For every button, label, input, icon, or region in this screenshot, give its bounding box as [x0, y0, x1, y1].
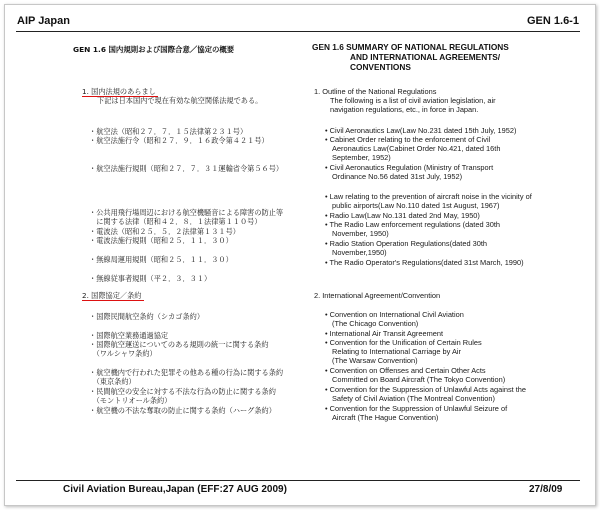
- list-item: • Convention on International Civil Aviation: [325, 310, 464, 319]
- list-item: • Convention for the Suppression of Unlawful Acts against the: [325, 385, 527, 394]
- jp-section1-heading: 1. 国内法規のあらまし: [82, 87, 156, 96]
- list-item: ・国際民間航空条約（シカゴ条約）: [89, 312, 205, 321]
- jp-title: GEN 1.6 国内規則および国際合意／協定の概要: [73, 45, 235, 54]
- list-item: November, 1950): [332, 229, 389, 238]
- list-item: に関する法律（昭和４２．８．１法律第１１０号）: [89, 217, 262, 226]
- list-item: ・航空機の不法な奪取の防止に関する条約（ハーグ条約）: [89, 406, 276, 415]
- list-item: November,1950): [332, 248, 387, 257]
- list-item: （東京条約）: [89, 377, 136, 386]
- list-item: • Convention for the Unification of Certain Rules: [325, 338, 482, 347]
- footer-right: 27/8/09: [529, 484, 563, 495]
- list-item: Committed on Board Aircraft (The Tokyo Convention): [332, 375, 506, 384]
- en-section1-intro: navigation regulations, etc., in force in Japan.: [330, 105, 479, 114]
- list-item: ・電波法（昭和２５．５．２法律第１３１号）: [89, 227, 240, 236]
- list-item: ・国際航空業務通過協定: [89, 331, 169, 340]
- header-right: GEN 1.6-1: [527, 15, 579, 27]
- list-item: • Cabinet Order relating to the enforcement of Civil: [325, 135, 491, 144]
- list-item: • Civil Aeronautics Law(Law No.231 dated 15th July, 1952): [325, 126, 517, 135]
- list-item: ・公共用飛行場周辺における航空機騒音による障害の防止等: [89, 208, 284, 217]
- list-item: • The Radio Law enforcement regulations (dated 30th: [325, 220, 501, 229]
- list-item: Safety of Civil Aviation (The Montreal Convention): [332, 394, 495, 403]
- list-item: Ordinance No.56 dated 31st July, 1952): [332, 172, 463, 181]
- list-item: • Radio Law(Law No.131 dated 2nd May, 1950): [325, 211, 480, 220]
- list-item: （モントリオール条約）: [89, 396, 172, 405]
- list-item: ・民間航空の安全に対する不法な行為の防止に関する条約: [89, 387, 276, 396]
- list-item: ・電波法施行規則（昭和２５．１１．３０）: [89, 236, 233, 245]
- header-rule: [16, 31, 580, 32]
- footer-rule: [16, 480, 580, 481]
- list-item: • The Radio Operator's Regulations(dated 31st March, 1990): [325, 258, 524, 267]
- list-item: ・航空法施行規則（昭和２７．７．３１運輸省令第５６号）: [89, 164, 284, 173]
- list-item: Relating to International Carriage by Air: [332, 347, 461, 356]
- list-item: • Convention on Offenses and Certain Other Acts: [325, 366, 486, 375]
- list-item: ・無線従事者規則（平２．３．３１）: [89, 274, 212, 283]
- list-item: ・航空法施行令（昭和２７．９．１６政令第４２１号）: [89, 136, 269, 145]
- list-item: ・航空機内で行われた犯罪その他ある種の行為に関する条約: [89, 368, 284, 377]
- en-title-line: GEN 1.6 SUMMARY OF NATIONAL REGULATIONS: [312, 42, 509, 52]
- en-title-line: AND INTERNATIONAL AGREEMENTS/: [350, 52, 501, 62]
- en-title-line: CONVENTIONS: [350, 62, 411, 72]
- footer-left: Civil Aviation Bureau,Japan (EFF:27 AUG 2009): [63, 484, 287, 495]
- header-left: AIP Japan: [17, 15, 70, 27]
- list-item: • Convention for the Suppression of Unlawful Seizure of: [325, 404, 508, 413]
- en-section1-intro: The following is a list of civil aviation legislation, air: [330, 96, 496, 105]
- list-item: • Law relating to the prevention of aircraft noise in the vicinity of: [325, 192, 532, 201]
- list-item: （ワルシャワ条約）: [89, 349, 157, 358]
- red-underline: [82, 300, 144, 301]
- list-item: Aircraft (The Hague Convention): [332, 413, 439, 422]
- en-title: [312, 42, 509, 72]
- list-item: • Civil Aeronautics Regulation (Ministry of Transport: [325, 163, 494, 172]
- list-item: ・国際航空運送についてのある規則の統一に関する条約: [89, 340, 269, 349]
- list-item: (The Chicago Convention): [332, 319, 419, 328]
- list-item: (The Warsaw Convention): [332, 356, 418, 365]
- list-item: • International Air Transit Agreement: [325, 329, 444, 338]
- en-section1-heading: 1. Outline of the National Regulations: [314, 87, 437, 96]
- jp-section2-heading: 2. 国際協定／条約: [82, 291, 142, 300]
- list-item: ・航空法（昭和２７．７．１５法律第２３１号）: [89, 127, 248, 136]
- jp-section1-intro: 下記は日本国内で現在有効な航空関係法規である。: [97, 96, 263, 105]
- en-section2-heading: 2. International Agreement/Convention: [314, 291, 441, 300]
- list-item: • Radio Station Operation Regulations(dated 30th: [325, 239, 488, 248]
- list-item: Aeronautics Law(Cabinet Order No.421, dated 16th: [332, 144, 501, 153]
- list-item: public airports(Law No.110 dated 1st August, 1967): [332, 201, 500, 210]
- list-item: ・無線局運用規則（昭和２５．１１．３０）: [89, 255, 233, 264]
- list-item: September, 1952): [332, 153, 391, 162]
